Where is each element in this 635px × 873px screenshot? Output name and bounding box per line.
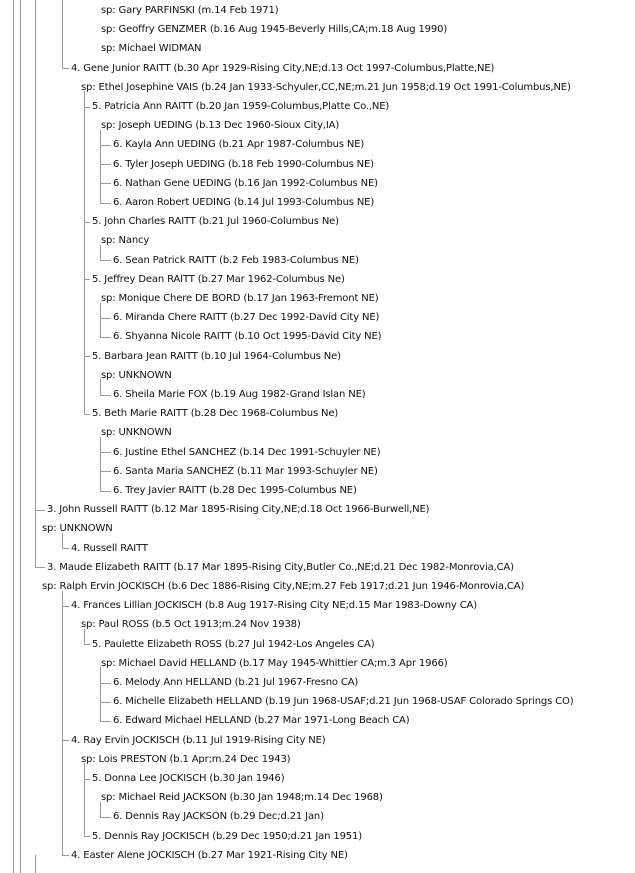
- person-label: 6. Miranda Chere RAITT (b.27 Dec 1992-David City NE): [113, 312, 380, 324]
- tree-branch-connector: [84, 763, 90, 779]
- person-label: 4. Ray Ervin JOCKISCH (b.11 Jul 1919-Rising City NE): [71, 734, 326, 746]
- spouse-label: sp: Geoffry GENZMER (b.16 Aug 1945-Beverly Hills,CA;m.18 Aug 1990): [101, 24, 448, 36]
- person-label: 3. Maude Elizabeth RAITT (b.17 Mar 1895-Rising City,Butler Co.,NE;d.21 Dec 1982-Monrovia,CA): [47, 561, 514, 573]
- person-label: 3. John Russell RAITT (b.12 Mar 1895-Rising City,NE;d.18 Oct 1966-Burwell,NE): [47, 504, 430, 516]
- person-label: 6. Tyler Joseph UEDING (b.18 Feb 1990-Columbus NE): [113, 158, 374, 170]
- person-label: 4. Easter Alene JOCKISCH (b.27 Mar 1921-Rising City NE): [71, 849, 348, 861]
- spouse-label: sp: Paul ROSS (b.5 Oct 1913;m.24 Nov 1938): [81, 619, 301, 631]
- tree-branch-connector: [62, 0, 69, 69]
- tree-branch-connector: [84, 356, 90, 415]
- spouse-label: sp: Ethel Josephine VAIS (b.24 Jan 1933-Schyuler,CC,NE;m.21 Jun 1958;d.19 Oct 1991-Columbus,NE): [81, 81, 571, 93]
- person-label: 5. Dennis Ray JOCKISCH (b.29 Dec 1950;d.21 Jan 1951): [92, 830, 362, 842]
- tree-branch-connector: [35, 510, 45, 569]
- tree-branch-connector: [100, 667, 111, 683]
- tree-connector-line: [20, 0, 21, 873]
- spouse-label: sp: UNKNOWN: [101, 369, 172, 381]
- tree-branch-connector: [100, 379, 111, 395]
- tree-branch-connector: [100, 183, 111, 203]
- person-label: 5. John Charles RAITT (b.21 Jul 1960-Columbus Ne): [92, 216, 339, 228]
- person-label: 5. Barbara Jean RAITT (b.10 Jul 1964-Columbus Ne): [92, 350, 341, 362]
- person-label: 4. Russell RAITT: [71, 542, 148, 554]
- tree-branch-connector: [100, 437, 111, 453]
- tree-branch-connector: [84, 91, 90, 107]
- tree-branch-connector: [84, 222, 90, 281]
- tree-branch-connector: [100, 702, 111, 722]
- tree-branch-connector: [100, 245, 111, 261]
- tree-connector-line: [13, 0, 14, 873]
- tree-branch-connector: [84, 629, 90, 645]
- tree-branch-connector: [35, 0, 45, 511]
- person-label: 6. Sean Patrick RAITT (b.2 Feb 1983-Columbus NE): [113, 254, 359, 266]
- tree-branch-connector: [100, 303, 111, 319]
- person-label: 6. Sheila Marie FOX (b.19 Aug 1982-Grand Islan NE): [113, 389, 366, 400]
- person-label: 6. Melody Ann HELLAND (b.21 Jul 1967-Fresno CA): [113, 677, 359, 688]
- person-label: 6. Kayla Ann UEDING (b.21 Apr 1987-Columbus NE): [113, 139, 365, 151]
- person-label: 6. Santa Maria SANCHEZ (b.11 Mar 1993-Schuyler NE): [113, 465, 378, 477]
- tree-branch-connector: [84, 279, 90, 357]
- person-label: 4. Frances Lillian JOCKISCH (b.8 Aug 1917-Rising City NE;d.15 Mar 1983-Downy CA): [71, 600, 477, 612]
- tree-connector-line: [35, 855, 36, 873]
- person-label: 5. Paulette Elizabeth ROSS (b.27 Jul 1942-Los Angeles CA): [92, 638, 375, 650]
- tree-branch-connector: [100, 145, 111, 165]
- tree-branch-connector: [100, 164, 111, 184]
- spouse-label: sp: Michael Reid JACKSON (b.30 Jan 1948;m.14 Dec 1968): [101, 792, 383, 804]
- spouse-label: sp: Ralph Ervin JOCKISCH (b.6 Dec 1886-Rising City,NE;m.27 Feb 1917;d.21 Jun 1946-Monrovia,CA): [42, 581, 525, 592]
- person-label: 6. Edward Michael HELLAND (b.27 Mar 1971-Long Beach CA): [113, 715, 410, 727]
- person-label: 5. Beth Marie RAITT (b.28 Dec 1968-Columbus Ne): [92, 408, 339, 420]
- spouse-label: sp: Gary PARFINSKI (m.14 Feb 1971): [101, 5, 279, 16]
- spouse-label: sp: Nancy: [101, 235, 150, 247]
- tree-branch-connector: [62, 606, 69, 741]
- person-label: 5. Donna Lee JOCKISCH (b.30 Jan 1946): [92, 773, 285, 784]
- spouse-label: sp: Michael WIDMAN: [101, 43, 202, 55]
- person-label: 5. Patricia Ann RAITT (b.20 Jan 1959-Columbus,Platte Co.,NE): [92, 101, 390, 112]
- tree-branch-connector: [62, 591, 69, 607]
- tree-branch-connector: [100, 452, 111, 472]
- person-label: 6. Shyanna Nicole RAITT (b.10 Oct 1995-David City NE): [113, 331, 382, 343]
- person-label: 6. Trey Javier RAITT (b.28 Dec 1995-Columbus NE): [113, 485, 357, 496]
- spouse-label: sp: Michael David HELLAND (b.17 May 1945-Whittier CA;m.3 Apr 1966): [101, 657, 448, 669]
- tree-branch-connector: [62, 533, 69, 549]
- spouse-label: sp: UNKNOWN: [42, 523, 113, 535]
- tree-branch-connector: [84, 779, 90, 838]
- tree-branch-connector: [62, 740, 69, 856]
- person-label: 6. Dennis Ray JACKSON (b.29 Dec;d.21 Jan): [113, 811, 324, 823]
- person-label: 6. Justine Ethel SANCHEZ (b.14 Dec 1991-Schuyler NE): [113, 446, 381, 458]
- person-label: 5. Jeffrey Dean RAITT (b.27 Mar 1962-Columbus Ne): [92, 273, 345, 285]
- tree-branch-connector: [100, 683, 111, 703]
- tree-branch-connector: [84, 107, 90, 223]
- spouse-label: sp: Joseph UEDING (b.13 Dec 1960-Sioux City,IA): [101, 120, 340, 132]
- person-label: 6. Michelle Elizabeth HELLAND (b.19 Jun 1968-USAF;d.21 Jun 1968-USAF Colorado Springs CO): [113, 696, 574, 708]
- person-label: 6. Aaron Robert UEDING (b.14 Jul 1993-Columbus NE): [113, 197, 375, 208]
- spouse-label: sp: UNKNOWN: [101, 427, 172, 439]
- tree-branch-connector: [100, 802, 111, 818]
- person-label: 4. Gene Junior RAITT (b.30 Apr 1929-Rising City,NE;d.13 Oct 1997-Columbus,Platte,NE): [71, 62, 495, 74]
- tree-branch-connector: [100, 318, 111, 338]
- tree-branch-connector: [100, 130, 111, 146]
- person-label: 6. Nathan Gene UEDING (b.16 Jan 1992-Columbus NE): [113, 177, 378, 189]
- spouse-label: sp: Lois PRESTON (b.1 Apr;m.24 Dec 1943): [81, 753, 291, 765]
- spouse-label: sp: Monique Chere DE BORD (b.17 Jan 1963-Fremont NE): [101, 293, 379, 304]
- tree-branch-connector: [100, 471, 111, 491]
